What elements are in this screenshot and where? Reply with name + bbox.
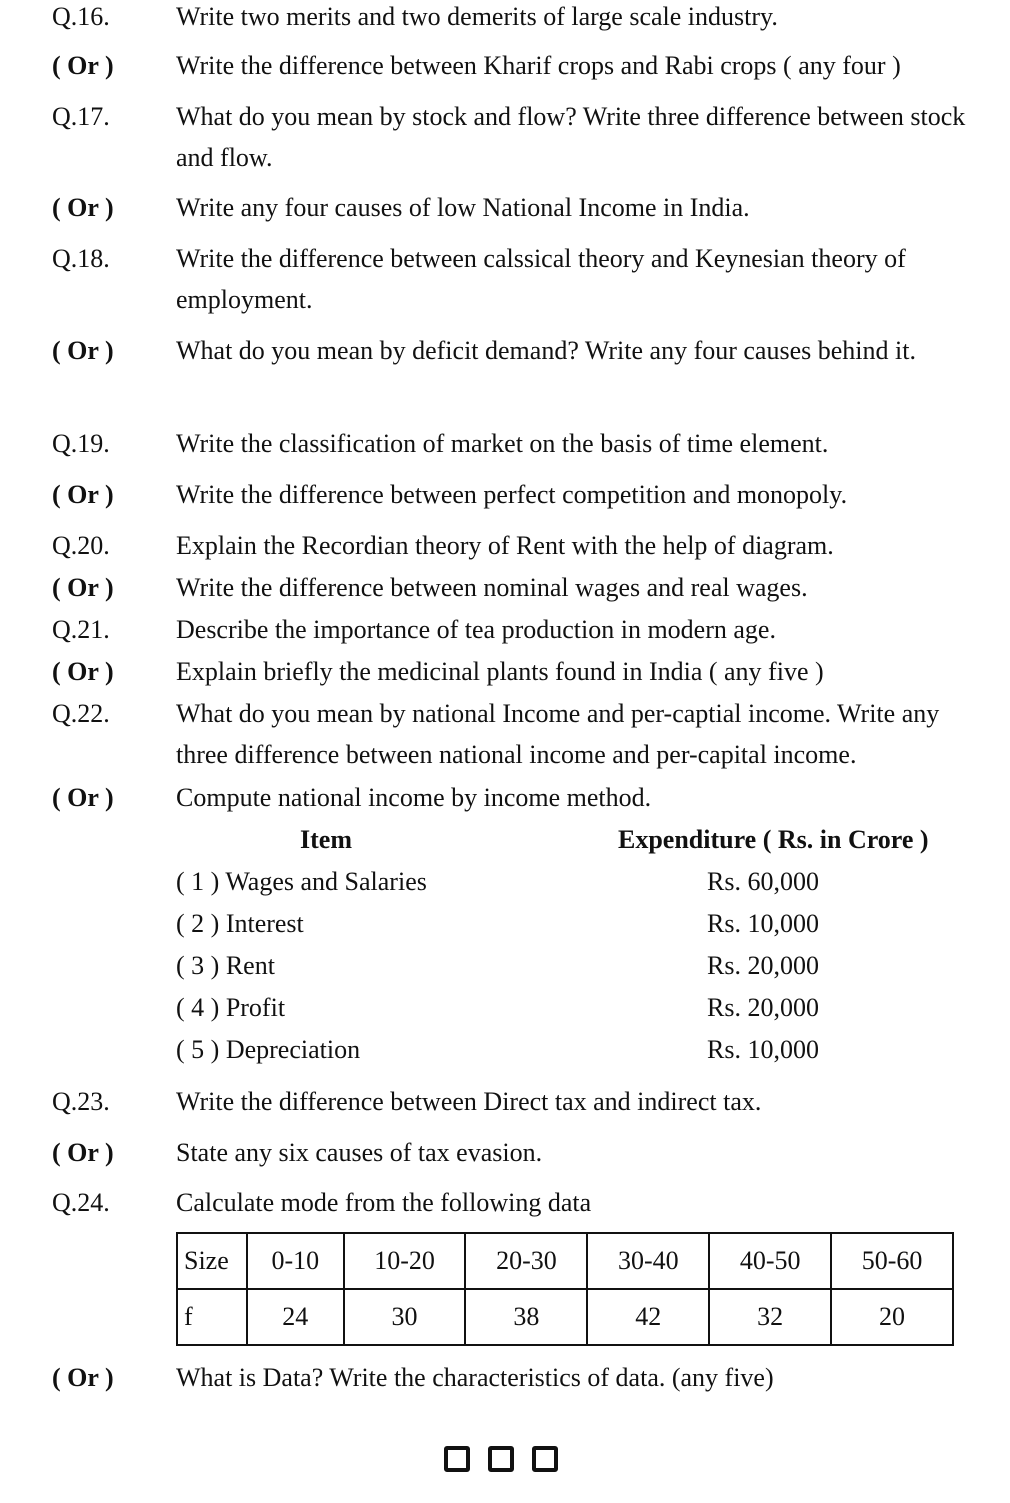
size-cell: 10-20 bbox=[344, 1233, 466, 1289]
question-label: Q.23. bbox=[52, 1087, 110, 1116]
income-value: Rs. 60,000 bbox=[707, 867, 819, 896]
question-text: Write two merits and two demerits of large scale industry. bbox=[176, 2, 778, 31]
question-text: Write the difference between perfect competition and monopoly. bbox=[176, 480, 848, 509]
size-cell: 0-10 bbox=[247, 1233, 344, 1289]
question-text: What do you mean by national Income and per-captial income. Write any three difference between national income and per-capital income. bbox=[176, 699, 940, 769]
question-text: Compute national income by income method. bbox=[176, 783, 652, 812]
square-icon bbox=[444, 1446, 470, 1472]
item-header: Item bbox=[300, 825, 352, 854]
square-icon bbox=[532, 1446, 558, 1472]
question-label: Q.17. bbox=[52, 102, 110, 131]
or-label: ( Or ) bbox=[52, 783, 114, 812]
question-text: Write the difference between nominal wages and real wages. bbox=[176, 573, 808, 602]
or-label: ( Or ) bbox=[52, 480, 114, 509]
size-label: Size bbox=[177, 1233, 247, 1289]
freq-cell: 30 bbox=[344, 1289, 466, 1345]
or-label: ( Or ) bbox=[52, 1138, 114, 1167]
question-text: Write the difference between Direct tax and indirect tax. bbox=[176, 1087, 762, 1116]
freq-cell: 38 bbox=[465, 1289, 587, 1345]
question-text: Write the difference between Kharif crops and Rabi crops ( any four ) bbox=[176, 51, 901, 80]
or-label: ( Or ) bbox=[52, 657, 114, 686]
or-label: ( Or ) bbox=[52, 573, 114, 602]
income-value: Rs. 10,000 bbox=[707, 909, 819, 938]
or-label: ( Or ) bbox=[52, 193, 114, 222]
question-text: Write the difference between calssical theory and Keynesian theory of employment. bbox=[176, 244, 906, 314]
income-item: ( 1 ) Wages and Salaries bbox=[176, 867, 427, 896]
question-label: Q.16. bbox=[52, 2, 110, 31]
question-text: Write the classification of market on the basis of time element. bbox=[176, 429, 829, 458]
income-value: Rs. 10,000 bbox=[707, 1035, 819, 1064]
income-item: ( 3 ) Rent bbox=[176, 951, 275, 980]
square-icon bbox=[488, 1446, 514, 1472]
question-label: Q.18. bbox=[52, 244, 110, 273]
question-text: Explain the Recordian theory of Rent with the help of diagram. bbox=[176, 531, 834, 560]
question-label: Q.22. bbox=[52, 699, 110, 728]
size-cell: 20-30 bbox=[465, 1233, 587, 1289]
f-label: f bbox=[177, 1289, 247, 1345]
question-text: State any six causes of tax evasion. bbox=[176, 1138, 543, 1167]
question-text: What is Data? Write the characteristics of data. (any five) bbox=[176, 1363, 774, 1392]
income-item: ( 2 ) Interest bbox=[176, 909, 304, 938]
frequency-row bbox=[177, 1289, 953, 1345]
question-label: Q.19. bbox=[52, 429, 110, 458]
question-text: Calculate mode from the following data bbox=[176, 1188, 592, 1217]
question-text: Write any four causes of low National Income in India. bbox=[176, 193, 750, 222]
question-text: Describe the importance of tea production in modern age. bbox=[176, 615, 776, 644]
expenditure-header: Expenditure ( Rs. in Crore ) bbox=[618, 825, 929, 854]
size-cell: 50-60 bbox=[831, 1233, 953, 1289]
question-text: What do you mean by deficit demand? Write any four causes behind it. bbox=[176, 336, 916, 365]
question-text: Explain briefly the medicinal plants found in India ( any five ) bbox=[176, 657, 824, 686]
freq-cell: 24 bbox=[247, 1289, 344, 1345]
or-label: ( Or ) bbox=[52, 1363, 114, 1392]
freq-cell: 32 bbox=[709, 1289, 831, 1345]
freq-cell: 42 bbox=[587, 1289, 709, 1345]
freq-cell: 20 bbox=[831, 1289, 953, 1345]
question-text: What do you mean by stock and flow? Write three difference between stock and flow. bbox=[176, 102, 966, 172]
frequency-table bbox=[176, 1232, 954, 1346]
or-label: ( Or ) bbox=[52, 51, 114, 80]
end-marker bbox=[444, 1446, 558, 1472]
income-value: Rs. 20,000 bbox=[707, 951, 819, 980]
or-label: ( Or ) bbox=[52, 336, 114, 365]
question-label: Q.20. bbox=[52, 531, 110, 560]
size-cell: 40-50 bbox=[709, 1233, 831, 1289]
income-item: ( 5 ) Depreciation bbox=[176, 1035, 361, 1064]
size-cell: 30-40 bbox=[587, 1233, 709, 1289]
question-label: Q.24. bbox=[52, 1188, 110, 1217]
size-row bbox=[177, 1233, 953, 1289]
question-label: Q.21. bbox=[52, 615, 110, 644]
income-item: ( 4 ) Profit bbox=[176, 993, 286, 1022]
income-value: Rs. 20,000 bbox=[707, 993, 819, 1022]
